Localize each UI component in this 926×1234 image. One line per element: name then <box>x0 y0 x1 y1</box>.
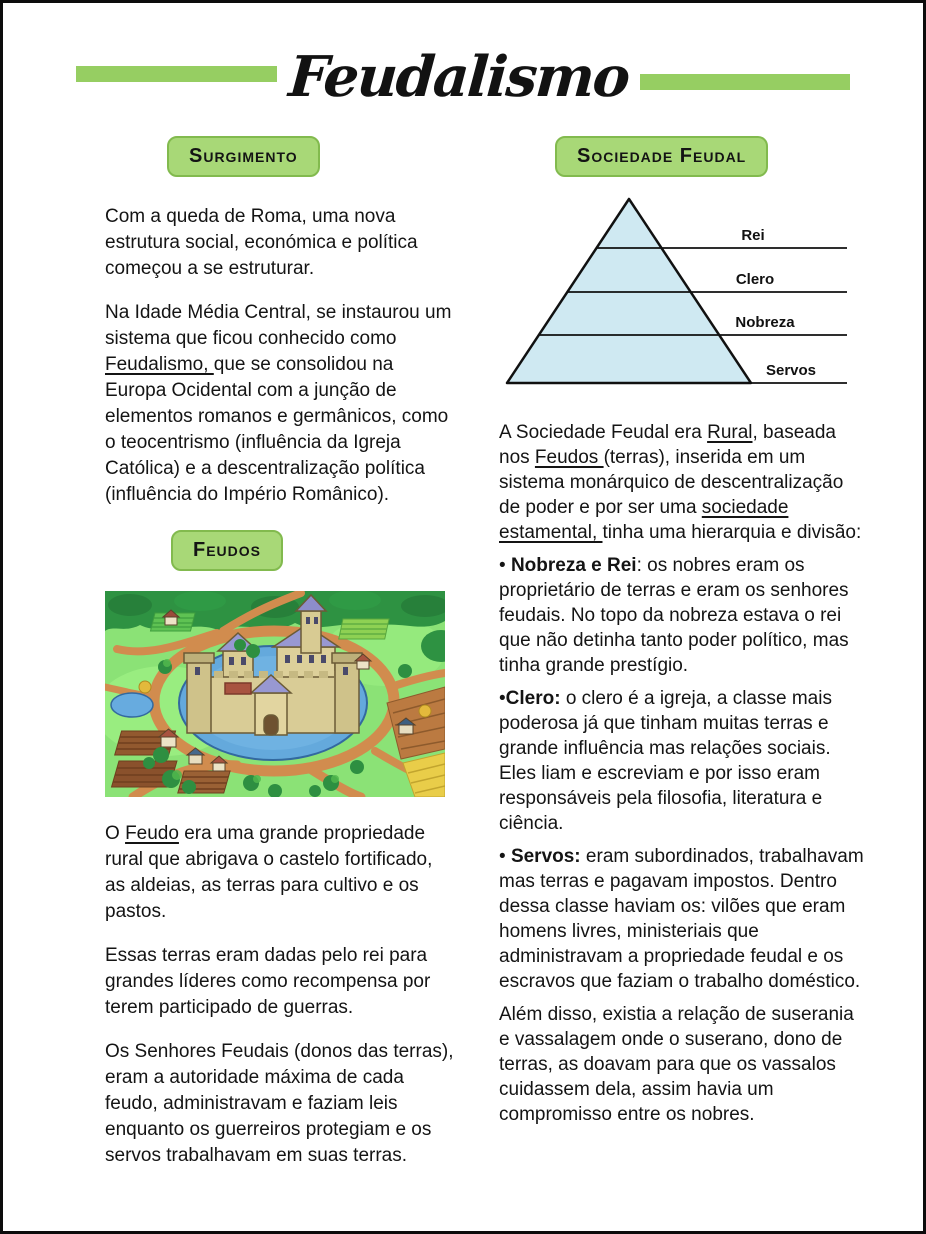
bullet-servos: • Servos: eram subordinados, trabalhavam mas terras e pagavam impostos. Dentro dessa classe haviam os: vilões que eram homens livres, ministeriais que administravam a propriedade feudal e os escravos que faziam o trabalho doméstico. <box>499 846 864 992</box>
closing-paragraph: Além disso, existia a relação de suserania e vassalagem onde o suserano, dono de terras, as doavam para que os vassalos cuidassem dela, assim havia um compromisso entre os nobres. <box>499 1004 854 1125</box>
bullet-nobreza-e-rei: • Nobreza e Rei: os nobres eram os proprietário de terras e eram os senhores feudais. No topo da nobreza estava o rei que não detinha tanto poder político, mas tinha grande prestígio. <box>499 555 849 676</box>
feudos-paragraph-1: O Feudo era uma grande propriedade rural que abrigava o castelo fortificado, as aldeias, as terras para cultivo e os pastos. <box>105 823 433 922</box>
title-decor-bar-left <box>76 66 277 82</box>
pyramid-label-clero: Clero <box>735 271 775 288</box>
page-header <box>3 39 923 115</box>
pyramid-label-rei: Rei <box>741 227 765 244</box>
right-column <box>499 136 865 1169</box>
surgimento-paragraph-1: Com a queda de Roma, uma nova estrutura social, económica e política começou a se estruturar. <box>105 206 418 279</box>
surgimento-paragraph-2: Na Idade Média Central, se instaurou um sistema que ficou conhecido como Feudalismo, que se consolidou na Europa Ocidental com a junção de elementos romanos e germânicos, como o teocentrismo (influência da Igreja Católica) e a descentralização política (influência do Império Românico). <box>105 302 452 505</box>
sociedade-intro-paragraph: A Sociedade Feudal era Rural, baseada nos Feudos (terras), inserida em um sistema monárquico de descentralização de poder e por ser uma sociedade estamental, tinha uma hierarquia e divisão: <box>499 422 862 543</box>
pyramid-shape <box>507 199 751 383</box>
title-row <box>3 39 923 115</box>
castle-illustration-svg <box>105 591 445 797</box>
left-column <box>105 136 457 1169</box>
feudos-paragraph-2: Essas terras eram dadas pelo rei para grandes líderes como recompensa por terem participado de guerras. <box>105 945 431 1018</box>
title-decor-bar-right <box>640 74 850 90</box>
section-badge-surgimento: Surgimento <box>167 136 320 177</box>
pyramid-label-servos: Servos <box>765 362 817 379</box>
content-columns <box>3 136 923 1169</box>
feudos-paragraph-3: Os Senhores Feudais (donos das terras), eram a autoridade máxima de cada feudo, administravam e faziam leis enquanto os guerreiros protegiam e os servos trabalhavam em suas terras. <box>105 1041 454 1166</box>
pyramid-label-nobreza: Nobreza <box>735 314 795 331</box>
bullet-clero: •Clero: o clero é a igreja, a classe mais poderosa já que tinham muitas terras e grande influência mas relações sociais. Eles liam e escreviam e por isso eram responsáveis pela filosofia, literatura e ciência. <box>499 688 832 834</box>
pyramid-diagram-svg <box>501 191 853 396</box>
feudal-society-pyramid-diagram <box>501 191 865 396</box>
page-title: Feudalismo <box>286 44 631 110</box>
section-badge-sociedade-feudal: Sociedade Feudal <box>555 136 768 177</box>
feudo-castle-illustration <box>105 591 457 797</box>
section-badge-feudos: Feudos <box>171 530 283 571</box>
